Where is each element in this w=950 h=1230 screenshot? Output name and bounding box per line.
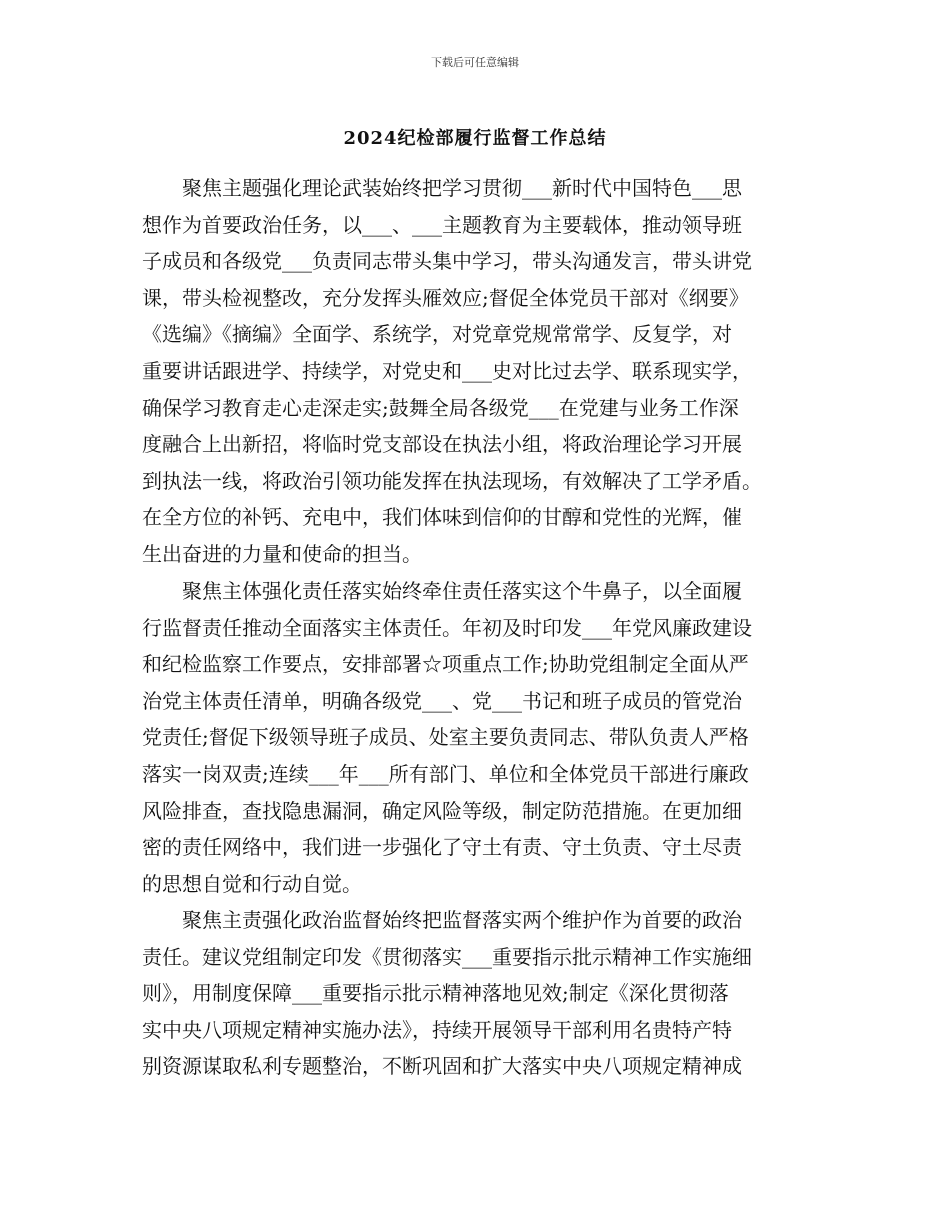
paragraph-line: 实中央八项规定精神实施办法》，持续开展领导干部利用名贵特产特	[142, 1017, 732, 1042]
paragraph-line: 行监督责任推动全面落实主体责任。年初及时印发___年党风廉政建设	[142, 615, 752, 640]
paragraph-line: 和纪检监察工作要点，安排部署☆项重点工作;协助党组制定全面从严	[142, 652, 749, 677]
paragraph-1	[142, 170, 822, 573]
paragraph-line: 密的责任网络中，我们进一步强化了守土有责、守土负责、守土尽责	[142, 835, 742, 860]
paragraph-2	[142, 573, 822, 902]
paragraph-line: 聚焦主体强化责任落实始终牵住责任落实这个牛鼻子，以全面履	[142, 579, 742, 603]
paragraph-line: 的思想自觉和行动自觉。	[142, 871, 362, 896]
paragraph-line: 责任。建议党组制定印发《贯彻落实___重要指示批示精神工作实施细	[142, 944, 752, 969]
header-note: 下载后可任意编辑	[431, 56, 519, 69]
paragraph-line: 别资源谋取私利专题整治，不断巩固和扩大落实中央八项规定精神成	[142, 1054, 742, 1079]
paragraph-line: 治党主体责任清单，明确各级党___、党___书记和班子成员的管党治	[142, 688, 742, 713]
paragraph-line: 生出奋进的力量和使命的担当。	[142, 541, 422, 566]
paragraph-line: 确保学习教育走心走深走实;鼓舞全局各级党___在党建与业务工作深	[142, 395, 739, 420]
paragraph-line: 在全方位的补钙、充电中，我们体味到信仰的甘醇和党性的光辉，催	[142, 505, 742, 530]
paragraph-line: 聚焦主题强化理论武装始终把学习贯彻___新时代中国特色___思	[142, 176, 742, 200]
paragraph-line: 风险排查，查找隐患漏洞，确定风险等级，制定防范措施。在更加细	[142, 798, 742, 823]
paragraph-line: 想作为首要政治任务，以___、___主题教育为主要载体，推动领导班	[142, 212, 742, 237]
paragraph-line: 落实一岗双责;连续___年___所有部门、单位和全体党员干部进行廉政	[142, 761, 749, 786]
paragraph-line: 聚焦主责强化政治监督始终把监督落实两个维护作为首要的政治	[142, 908, 742, 932]
document-title: 2024纪检部履行监督工作总结	[343, 128, 607, 149]
paragraph-line: 课，带头检视整改，充分发挥头雁效应;督促全体党员干部对《纲要》	[142, 285, 749, 310]
paragraph-line: 度融合上出新招，将临时党支部设在执法小组，将政治理论学习开展	[142, 432, 742, 457]
paragraph-line: 重要讲话跟进学、持续学，对党史和___史对比过去学、联系现实学，	[142, 358, 752, 383]
paragraph-line: 《选编》《摘编》全面学、系统学，对党章党规常常学、反复学，对	[142, 322, 732, 347]
paragraph-line: 党责任;督促下级领导班子成员、处室主要负责同志、带队负责人严格	[142, 725, 749, 750]
paragraph-line: 到执法一线，将政治引领功能发挥在执法现场，有效解决了工学矛盾。	[142, 468, 762, 493]
paragraph-line: 则》，用制度保障___重要指示批示精神落地见效;制定《深化贯彻落	[142, 981, 729, 1006]
paragraph-3	[142, 902, 822, 1085]
paragraph-line: 子成员和各级党___负责同志带头集中学习，带头沟通发言，带头讲党	[142, 249, 752, 274]
